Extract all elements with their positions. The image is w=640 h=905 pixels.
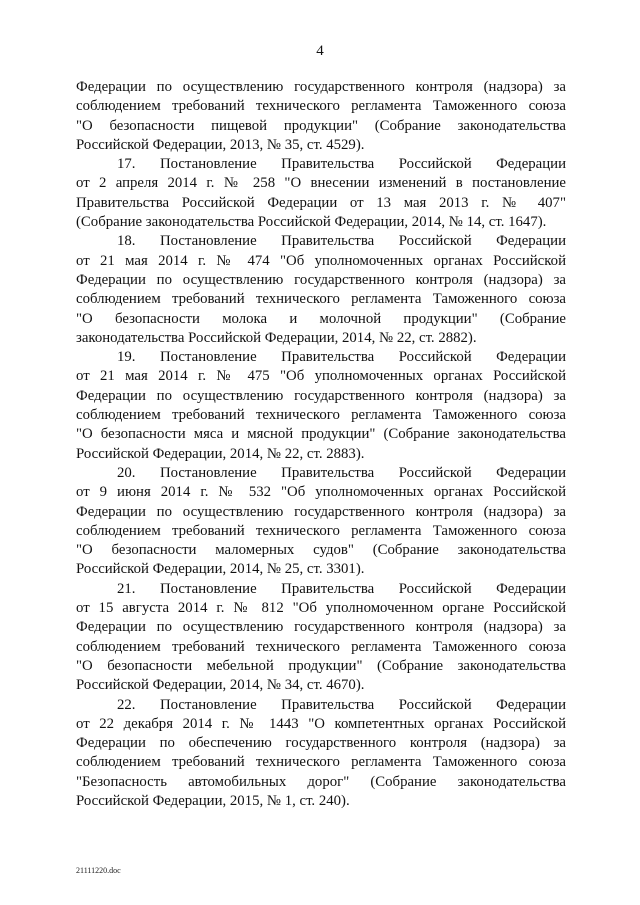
text-line: "О безопасности молока и молочной продукции" (Собрание [76,310,566,327]
text-line: от 15 августа 2014 г. № 812 "Об уполномоченном органе Российской [76,600,566,617]
text-line: законодательства Российской Федерации, 2014, № 22, ст. 2882). [76,329,477,346]
text-line: Российской Федерации, 2014, № 22, ст. 2883). [76,445,365,462]
text-line: Российской Федерации, 2014, № 34, ст. 4670). [76,677,365,694]
text-line: "Безопасность автомобильных дорог" (Собрание законодательства [76,773,566,790]
text-line: Федерации по осуществлению государственного контроля (надзора) за [76,271,566,288]
page-number: 4 [316,43,324,59]
text-line: Федерации по осуществлению государственного контроля (надзора) за [76,79,566,95]
text-line: (Собрание законодательства Российской Федерации, 2014, № 14, ст. 1647). [76,214,547,231]
text-line: 21. Постановление Правительства Российской Федерации [117,580,566,597]
text-line: Федерации по осуществлению государственного контроля (надзора) за [76,619,566,636]
text-line: Российской Федерации, 2013, № 35, ст. 4529). [76,136,365,153]
text-line: Федерации по осуществлению государственного контроля (надзора) за [76,503,566,520]
text-line: от 21 мая 2014 г. № 474 "Об уполномоченных органах Российской [76,252,566,269]
paragraph-continuation [76,78,566,155]
paragraph-item-20 [76,464,566,580]
text-line: 18. Постановление Правительства Российской Федерации [117,233,566,250]
paragraph-item-21 [76,580,566,696]
text-line: 19. Постановление Правительства Российской Федерации [117,349,566,366]
text-line: "О безопасности мебельной продукции" (Собрание законодательства [76,657,566,674]
text-line: от 2 апреля 2014 г. № 258 "О внесении изменений в постановление [76,175,566,192]
text-line: 22. Постановление Правительства Российской Федерации [117,696,566,713]
text-line: соблюдением требований технического регламента Таможенного союза [76,754,566,771]
text-line: Правительства Российской Федерации от 13 мая 2013 г. № 407" [76,194,566,211]
paragraph-item-22 [76,696,566,812]
document-body [76,78,566,811]
text-line: Российской Федерации, 2015, № 1, ст. 240). [76,792,350,809]
paragraph-item-18 [76,232,566,348]
text-line: "О безопасности маломерных судов" (Собрание законодательства [76,542,566,559]
text-line: 20. Постановление Правительства Российской Федерации [117,464,566,481]
document-file-name: 21111220.doc [76,866,121,875]
text-line: от 21 мая 2014 г. № 475 "Об уполномоченных органах Российской [76,368,566,385]
text-line: 17. Постановление Правительства Российской Федерации [117,156,566,173]
paragraph-item-19 [76,348,566,464]
text-line: Российской Федерации, 2014, № 25, ст. 3301). [76,561,365,578]
text-line: соблюдением требований технического регламента Таможенного союза [76,638,566,655]
text-line: от 9 июня 2014 г. № 532 "Об уполномоченных органах Российской [76,484,566,501]
text-line: соблюдением требований технического регламента Таможенного союза [76,98,566,115]
text-line: "О безопасности мяса и мясной продукции" (Собрание законодательства [76,426,566,443]
text-line: от 22 декабря 2014 г. № 1443 "О компетентных органах Российской [76,715,566,732]
text-line: соблюдением требований технического регламента Таможенного союза [76,407,566,424]
text-line: соблюдением требований технического регламента Таможенного союза [76,522,566,539]
text-line: "О безопасности пищевой продукции" (Собрание законодательства [76,117,566,134]
text-line: Федерации по осуществлению государственного контроля (надзора) за [76,387,566,404]
paragraph-item-17 [76,155,566,232]
text-line: соблюдением требований технического регламента Таможенного союза [76,291,566,308]
text-line: Федерации по обеспечению государственного контроля (надзора) за [76,735,566,752]
